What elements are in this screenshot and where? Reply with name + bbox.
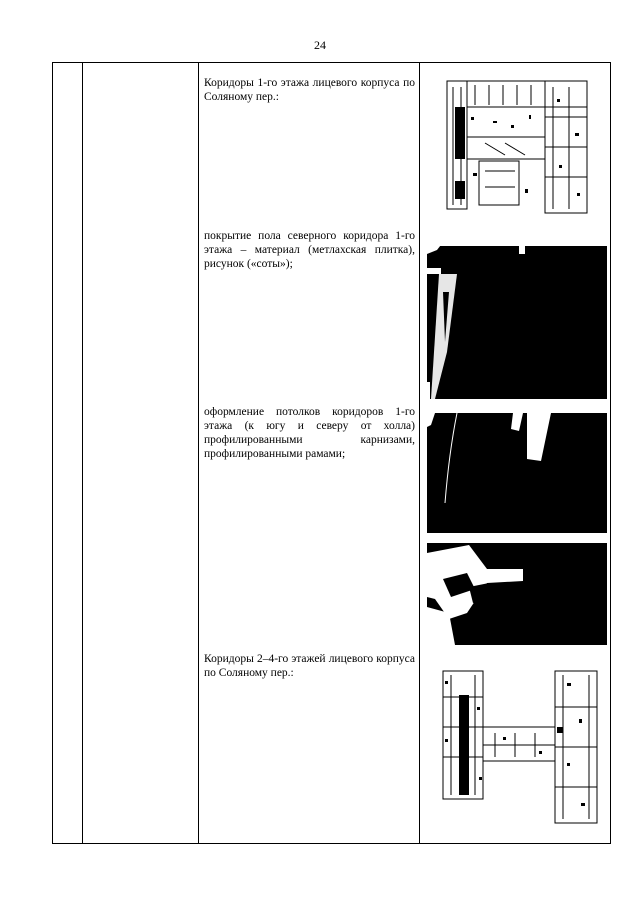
page-number: 24 xyxy=(314,38,326,52)
column-description-cell xyxy=(199,63,420,844)
entry-text-4: Коридоры 2–4-го этажей лицевого корпуса по Соляному пер.: xyxy=(204,653,415,679)
floor-plan-1st-floor-drawing xyxy=(445,77,591,217)
photo-corridor-ceiling-north-graphic xyxy=(427,413,607,533)
entry-text-2: покрытие пола северного коридора 1-го этажа – материал (метлахская плитка), рисунок («соты»); xyxy=(204,230,415,270)
floor-plan-2-4-floors-drawing xyxy=(439,667,601,827)
floor-plan-1st-floor-image xyxy=(445,77,591,217)
column-category-cell xyxy=(83,63,199,844)
photo-corridor-ceiling-south-graphic xyxy=(427,539,607,645)
monument-elements-table xyxy=(52,62,611,844)
floor-plan-2-4-floors-image xyxy=(439,667,601,827)
column-image-cell xyxy=(420,63,611,844)
photo-corridor-floor-tiles-graphic xyxy=(427,232,607,399)
column-number-cell xyxy=(53,63,83,844)
photo-corridor-ceiling-south xyxy=(427,539,607,645)
photo-corridor-ceiling-north xyxy=(427,413,607,533)
entry-text-3: оформление потолков коридоров 1-го этажа (к югу и северу от холла) профилированными карнизами, профилированными рамами; xyxy=(204,406,415,460)
entry-text-1: Коридоры 1-го этажа лицевого корпуса по Соляному пер.: xyxy=(204,77,415,103)
photo-corridor-floor-tiles xyxy=(427,232,607,399)
